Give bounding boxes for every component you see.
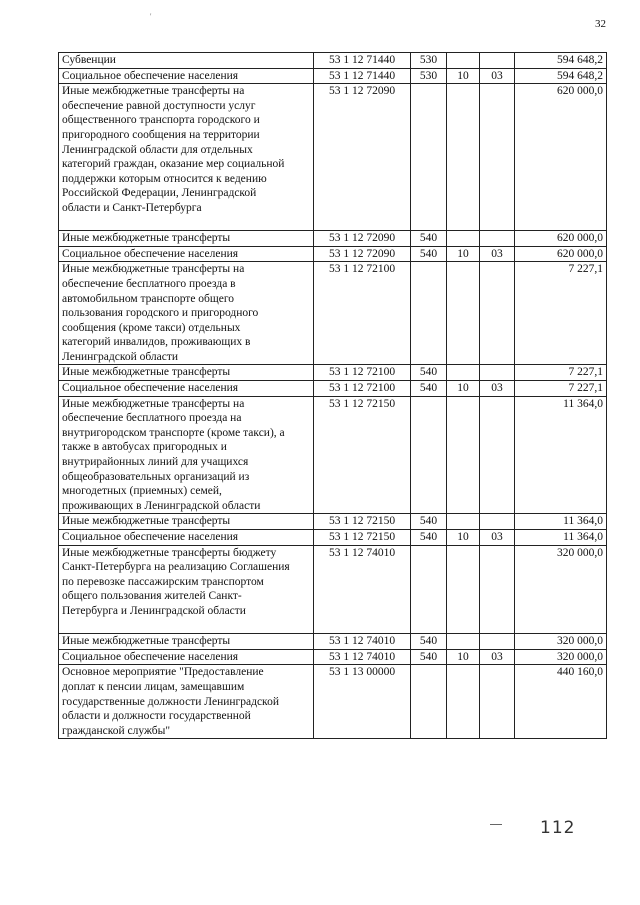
row-subsection-cell: 03	[480, 530, 515, 546]
sheet-stamp-number: 112	[540, 818, 576, 838]
table-row	[59, 68, 607, 84]
row-target-code-cell: 53 1 12 72150	[314, 530, 411, 546]
dash-mark	[490, 824, 502, 825]
row-name-cell: Иные межбюджетные трансферты на обеспечение бесплатного проезда в автомобильном транспорте общего пользования городского и пригородного сообщения (кроме такси) отдельных категорий инвалидов, проживающих в Ленинградской области	[59, 262, 314, 365]
row-expense-type-cell	[411, 665, 447, 739]
row-target-code-cell: 53 1 12 72150	[314, 514, 411, 530]
row-subsection-cell	[480, 545, 515, 634]
row-name-cell: Субвенции	[59, 53, 314, 69]
table-row	[59, 262, 607, 365]
row-subsection-cell	[480, 396, 515, 514]
row-target-code-cell: 53 1 12 74010	[314, 545, 411, 634]
row-section-cell: 10	[447, 649, 480, 665]
row-section-cell	[447, 262, 480, 365]
row-expense-type-cell	[411, 84, 447, 231]
row-target-code-cell: 53 1 12 74010	[314, 634, 411, 650]
row-target-code-cell: 53 1 12 72090	[314, 84, 411, 231]
row-amount-cell: 594 648,2	[515, 68, 607, 84]
table-row	[59, 530, 607, 546]
budget-table	[58, 52, 607, 739]
row-amount-cell: 594 648,2	[515, 53, 607, 69]
row-name-cell: Социальное обеспечение населения	[59, 381, 314, 397]
row-amount-cell: 620 000,0	[515, 84, 607, 231]
row-amount-cell: 7 227,1	[515, 381, 607, 397]
row-name-cell: Иные межбюджетные трансферты бюджету Санкт-Петербурга на реализацию Соглашения по перевозке пассажирским транспортом общего пользования жителей Санкт- Петербурга и Ленинградской области	[59, 545, 314, 634]
row-subsection-cell	[480, 231, 515, 247]
row-expense-type-cell: 540	[411, 381, 447, 397]
row-amount-cell: 11 364,0	[515, 530, 607, 546]
row-expense-type-cell: 540	[411, 246, 447, 262]
row-name-cell: Социальное обеспечение населения	[59, 68, 314, 84]
row-expense-type-cell: 540	[411, 634, 447, 650]
row-amount-cell: 320 000,0	[515, 649, 607, 665]
row-section-cell	[447, 231, 480, 247]
row-subsection-cell	[480, 365, 515, 381]
row-expense-type-cell	[411, 545, 447, 634]
page-number: 32	[595, 18, 606, 30]
row-subsection-cell: 03	[480, 649, 515, 665]
row-target-code-cell: 53 1 12 72090	[314, 231, 411, 247]
table-row	[59, 84, 607, 231]
table-row	[59, 665, 607, 739]
table-row	[59, 381, 607, 397]
table-row	[59, 634, 607, 650]
row-target-code-cell: 53 1 13 00000	[314, 665, 411, 739]
row-subsection-cell	[480, 514, 515, 530]
row-amount-cell: 320 000,0	[515, 545, 607, 634]
row-section-cell: 10	[447, 530, 480, 546]
row-expense-type-cell: 540	[411, 530, 447, 546]
row-expense-type-cell	[411, 262, 447, 365]
table-row	[59, 514, 607, 530]
row-name-cell: Иные межбюджетные трансферты на обеспечение равной доступности услуг общественного транспорта городского и пригородного сообщения на территории Ленинградской области для отдельных категорий граждан, оказание мер социальной поддержки которым относится к ведению Российской Федерации, Ленинградской области и Санкт-Петербурга	[59, 84, 314, 231]
row-subsection-cell	[480, 53, 515, 69]
row-section-cell	[447, 665, 480, 739]
row-name-cell: Социальное обеспечение населения	[59, 246, 314, 262]
row-expense-type-cell: 540	[411, 365, 447, 381]
row-section-cell	[447, 634, 480, 650]
row-section-cell: 10	[447, 246, 480, 262]
table-row	[59, 649, 607, 665]
row-target-code-cell: 53 1 12 71440	[314, 68, 411, 84]
table-row	[59, 53, 607, 69]
row-target-code-cell: 53 1 12 71440	[314, 53, 411, 69]
row-expense-type-cell: 540	[411, 514, 447, 530]
row-amount-cell: 440 160,0	[515, 665, 607, 739]
row-amount-cell: 11 364,0	[515, 514, 607, 530]
row-subsection-cell	[480, 665, 515, 739]
row-expense-type-cell: 540	[411, 649, 447, 665]
row-section-cell	[447, 84, 480, 231]
row-name-cell: Иные межбюджетные трансферты на обеспечение бесплатного проезда на внутригородском транспорте (кроме такси), а также в автобусах пригородных и внутрирайонных линий для учащихся общеобразовательных организаций из многодетных (приемных) семей, проживающих в Ленинградской области	[59, 396, 314, 514]
row-section-cell	[447, 514, 480, 530]
row-amount-cell: 620 000,0	[515, 231, 607, 247]
row-section-cell: 10	[447, 68, 480, 84]
row-subsection-cell: 03	[480, 381, 515, 397]
row-expense-type-cell: 530	[411, 68, 447, 84]
table-row	[59, 396, 607, 514]
row-subsection-cell: 03	[480, 246, 515, 262]
row-target-code-cell: 53 1 12 72100	[314, 262, 411, 365]
table-row	[59, 231, 607, 247]
row-target-code-cell: 53 1 12 72100	[314, 365, 411, 381]
row-expense-type-cell: 540	[411, 231, 447, 247]
row-subsection-cell	[480, 262, 515, 365]
row-section-cell	[447, 53, 480, 69]
row-subsection-cell: 03	[480, 68, 515, 84]
row-amount-cell: 7 227,1	[515, 365, 607, 381]
row-section-cell	[447, 545, 480, 634]
row-name-cell: Иные межбюджетные трансферты	[59, 514, 314, 530]
table-row	[59, 246, 607, 262]
row-expense-type-cell	[411, 396, 447, 514]
row-target-code-cell: 53 1 12 72150	[314, 396, 411, 514]
budget-table-body	[59, 53, 607, 739]
row-section-cell: 10	[447, 381, 480, 397]
row-target-code-cell: 53 1 12 72090	[314, 246, 411, 262]
table-row	[59, 365, 607, 381]
row-name-cell: Основное мероприятие "Предоставление доплат к пенсии лицам, замещавшим государственные должности Ленинградской области и должности государственной гражданской службы"	[59, 665, 314, 739]
row-subsection-cell	[480, 634, 515, 650]
row-amount-cell: 320 000,0	[515, 634, 607, 650]
row-name-cell: Иные межбюджетные трансферты	[59, 365, 314, 381]
row-amount-cell: 7 227,1	[515, 262, 607, 365]
row-amount-cell: 620 000,0	[515, 246, 607, 262]
row-amount-cell: 11 364,0	[515, 396, 607, 514]
row-name-cell: Социальное обеспечение населения	[59, 530, 314, 546]
row-name-cell: Иные межбюджетные трансферты	[59, 231, 314, 247]
row-expense-type-cell: 530	[411, 53, 447, 69]
table-row	[59, 545, 607, 634]
row-subsection-cell	[480, 84, 515, 231]
row-section-cell	[447, 365, 480, 381]
row-section-cell	[447, 396, 480, 514]
row-name-cell: Иные межбюджетные трансферты	[59, 634, 314, 650]
row-target-code-cell: 53 1 12 72100	[314, 381, 411, 397]
row-target-code-cell: 53 1 12 74010	[314, 649, 411, 665]
scan-mark: '	[150, 12, 152, 21]
row-name-cell: Социальное обеспечение населения	[59, 649, 314, 665]
